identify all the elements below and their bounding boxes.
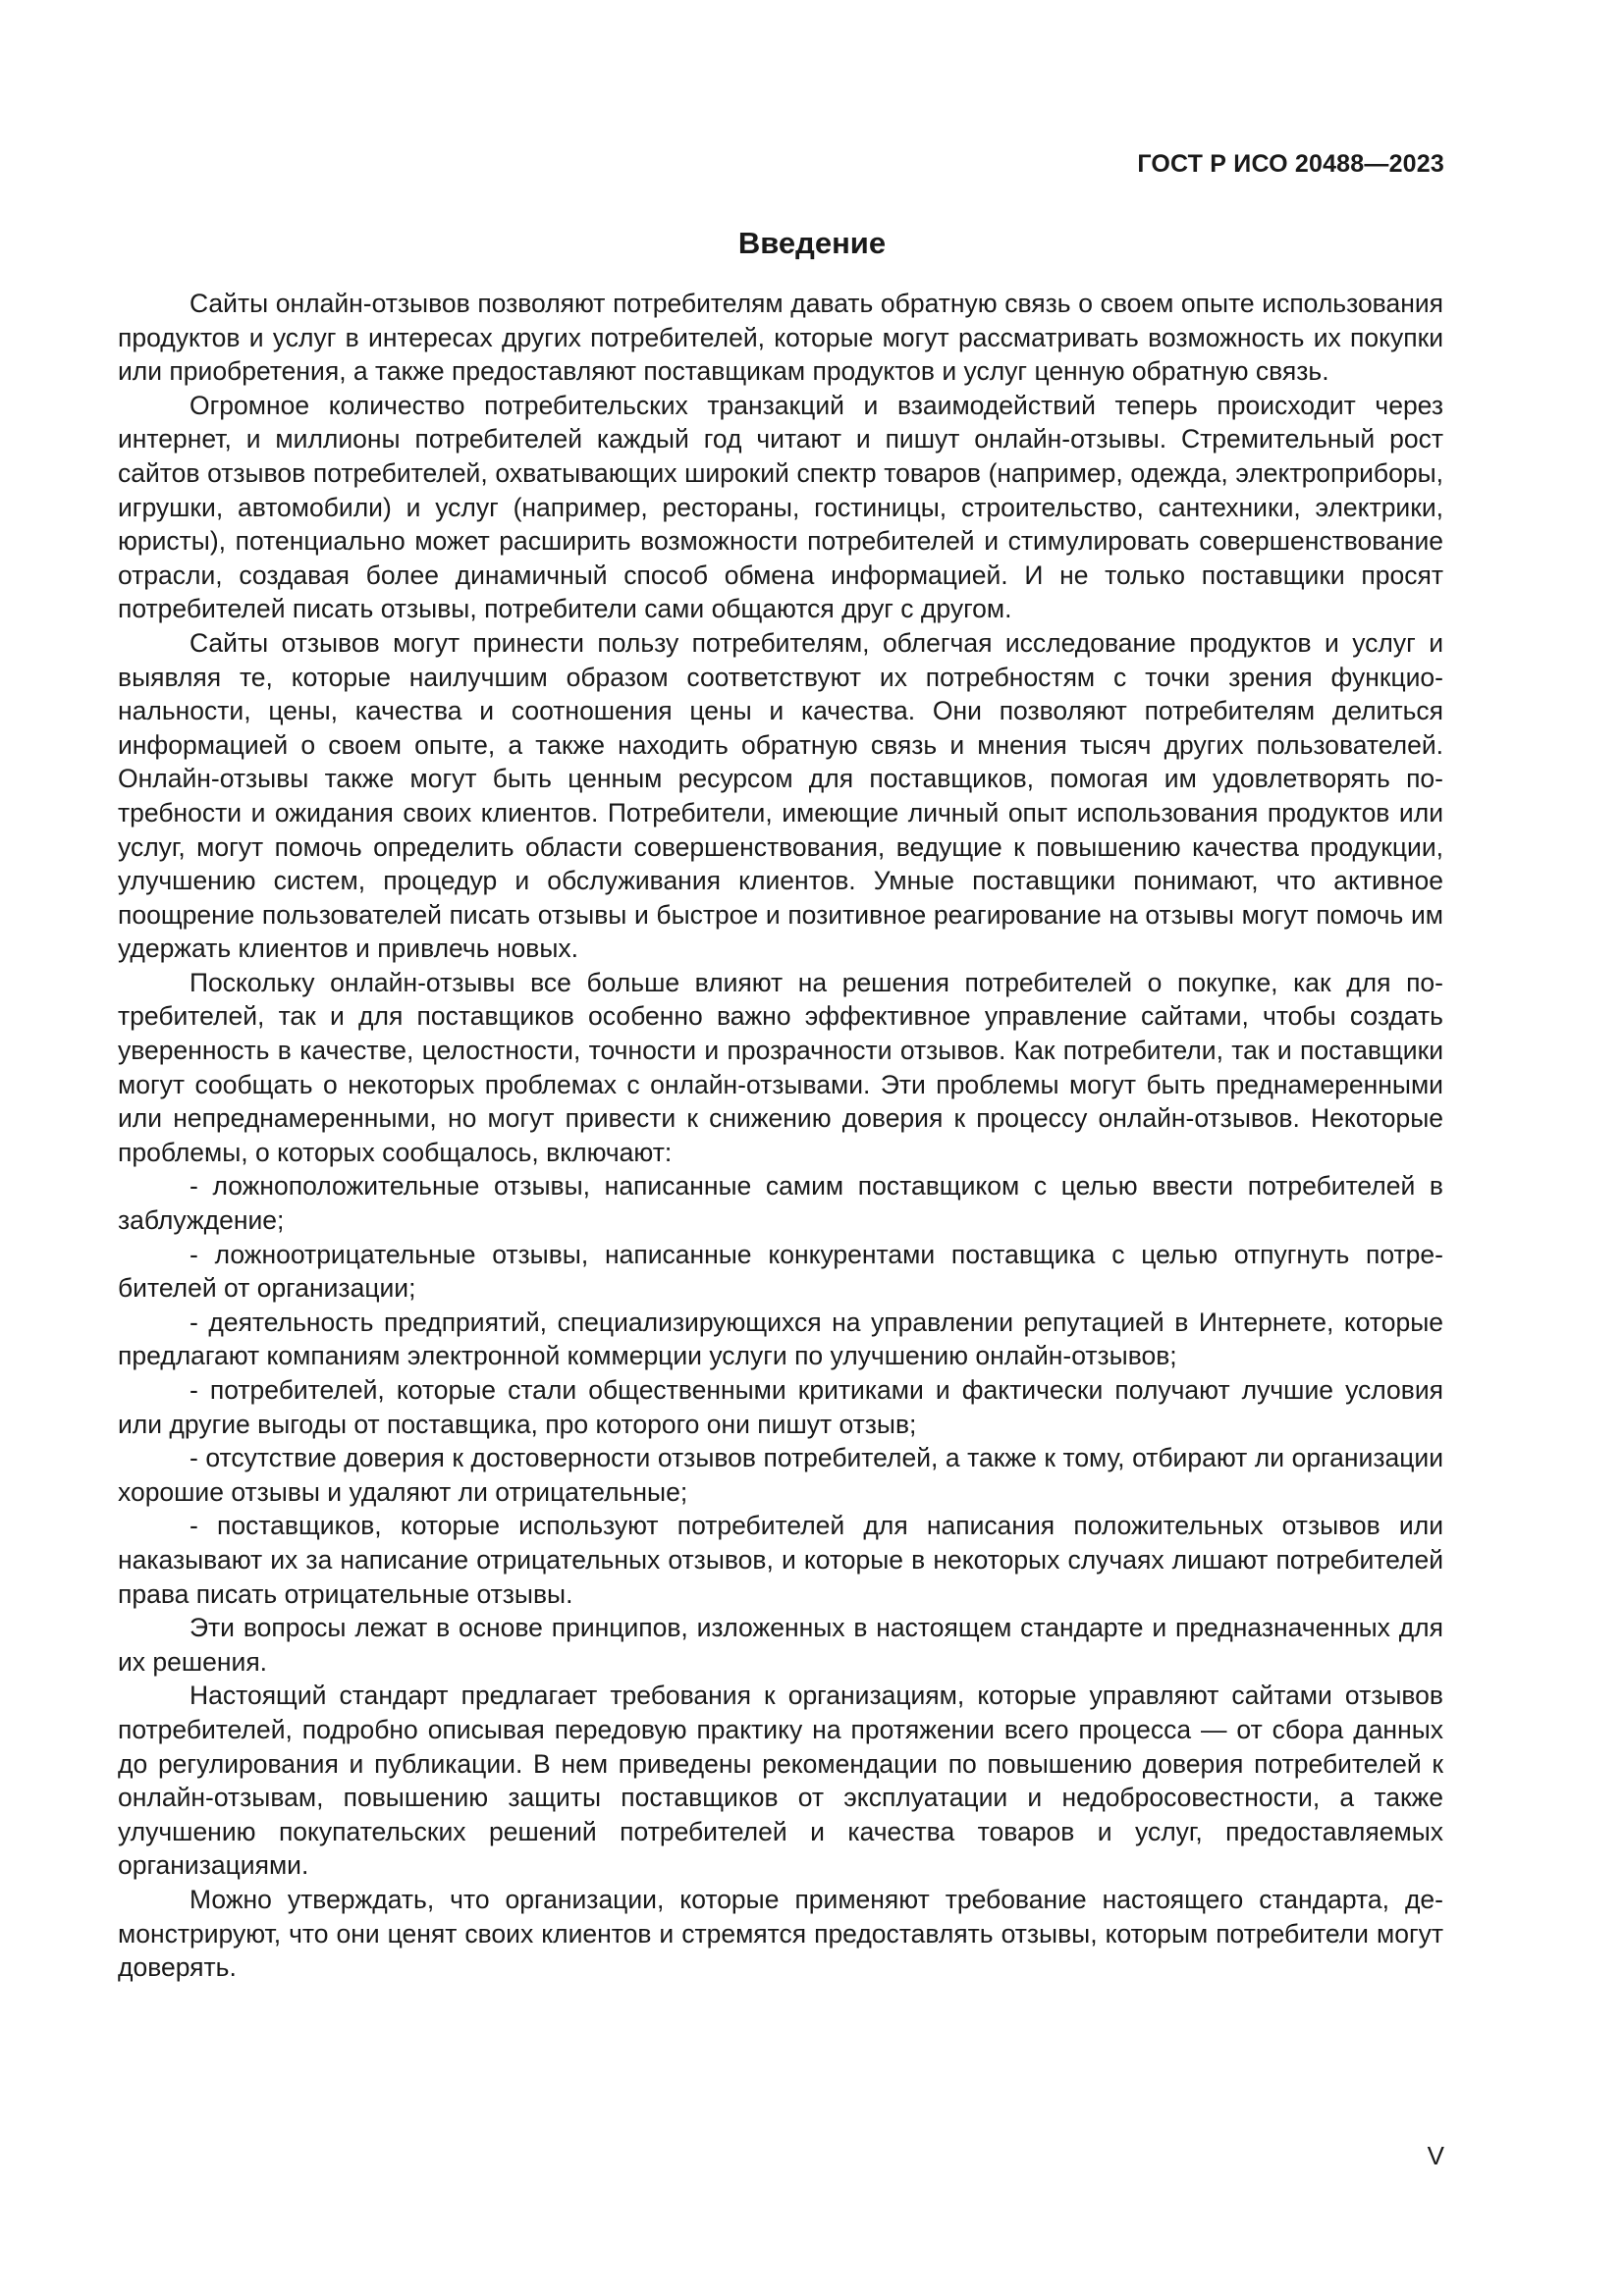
list-item: - ложноотрицательные отзывы, написанные конкурентами поставщика с целью отпугнуть потребителей от организации; <box>118 1239 1443 1304</box>
section-title: Введение <box>737 226 887 260</box>
paragraph: Огромное количество потребительских транзакций и взаимодействий теперь происходит через интернет, и миллионы потребителей каждый год читают и пишут онлайн-отзывы. Стремительный рост сайтов отзывов потребителей, охватывающих широкий спектр товаров (например, одежда, электроприборы, игрушки, автомобили) и услуг (например, рестораны, гостиницы, строительство, сантехники, электрики, юристы), потенциально может расширить возможности потребителей и стимулировать совершенствование отрасли, создавая более динамичный способ обмена информацией. И не только поставщики просят потребителей писать отзывы, потребители сами общаются друг с другом. <box>118 390 1443 624</box>
list-item: - ложноположительные отзывы, написанные самим поставщиком с целью ввести потребителей в заблуждение; <box>118 1171 1443 1236</box>
list-item: - поставщиков, которые используют потребителей для написания положительных отзывов или наказывают их за написание отрицательных отзывов, и которые в некоторых случаях лишают потребителей права писать отрицательные отзывы. <box>118 1511 1443 1609</box>
list-item: - потребителей, которые стали общественными критиками и фактически получают лучшие условия или другие выгоды от поставщика, про которого они пишут отзыв; <box>118 1375 1443 1439</box>
document-code: ГОСТ Р ИСО 20488—2023 <box>1137 150 1444 178</box>
body-text <box>118 287 1443 1985</box>
list-item: - деятельность предприятий, специализирующихся на управлении репутацией в Интернете, которые предлагают компаниям электронной коммерции услуги по улучшению онлайн-отзывов; <box>118 1307 1443 1371</box>
paragraph: Эти вопросы лежат в основе принципов, изложенных в настоящем стандарте и предназначенных для их решения. <box>118 1613 1443 1677</box>
paragraph: Сайты отзывов могут принести пользу потребителям, облегчая исследование продуктов и услуг и выявляя те, которые наилучшим образом соответствуют их потребностям с точки зрения функциональности, цены, качества и соотношения цены и качества. Они позволяют потребителям делиться информацией о своем опыте, а также находить обратную связь и мнения тысяч других пользователей. Онлайн-отзывы также могут быть ценным ресурсом для поставщиков, помогая им удовлетворять потребности и ожидания своих клиентов. Потребители, имеющие личный опыт использования продуктов или услуг, могут помочь определить области совершенствования, ведущие к повышению качества продукции, улучшению систем, процедур и обслуживания клиентов. Умные поставщики понимают, что активное поощрение пользователей писать отзывы и быстрое и позитивное реагирование на отзывы могут помочь им удержать клиентов и привлечь новых. <box>118 627 1443 964</box>
list-item: - отсутствие доверия к достоверности отзывов потребителей, а также к тому, отбирают ли организации хорошие отзывы и удаляют ли отрицательные; <box>118 1443 1443 1507</box>
paragraph: Можно утверждать, что организации, которые применяют требование настоящего стандарта, демонстрируют, что они ценят своих клиентов и стремятся предоставлять отзывы, которым потребители могут доверять. <box>118 1884 1443 1983</box>
page-number: V <box>1427 2141 1444 2170</box>
paragraph: Сайты онлайн-отзывов позволяют потребителям давать обратную связь о своем опыте использования продуктов и услуг в интересах других потребителей, которые могут рассматривать возможность их покупки или приобретения, а также предоставляют поставщикам продуктов и услуг ценную обратную связь. <box>118 289 1443 387</box>
paragraph: Настоящий стандарт предлагает требования к организациям, которые управляют сайтами отзывов потребителей, подробно описывая передовую практику на протяжении всего процесса — от сбора данных до регулирования и публикации. В нем приведены рекомендации по повышению доверия потребителей к онлайн-отзывам, повышению защиты поставщиков от эксплуатации и недобросовестности, а также улучшению покупательских решений потребителей и качества товаров и услуг, предоставляемых организациями. <box>118 1681 1443 1881</box>
paragraph: Поскольку онлайн-отзывы все больше влияют на решения потребителей о покупке, как для потребителей, так и для поставщиков особенно важно эффективное управление сайтами, чтобы создать уверенность в качестве, целостности, точности и прозрачности отзывов. Как потребители, так и поставщики могут сообщать о некоторых проблемах с онлайн-отзывами. Эти проблемы могут быть преднамеренными или непреднамеренными, но могут привести к снижению доверия к процессу онлайн-отзывов. Некоторые проблемы, о которых сообщалось, включают: <box>118 967 1443 1167</box>
